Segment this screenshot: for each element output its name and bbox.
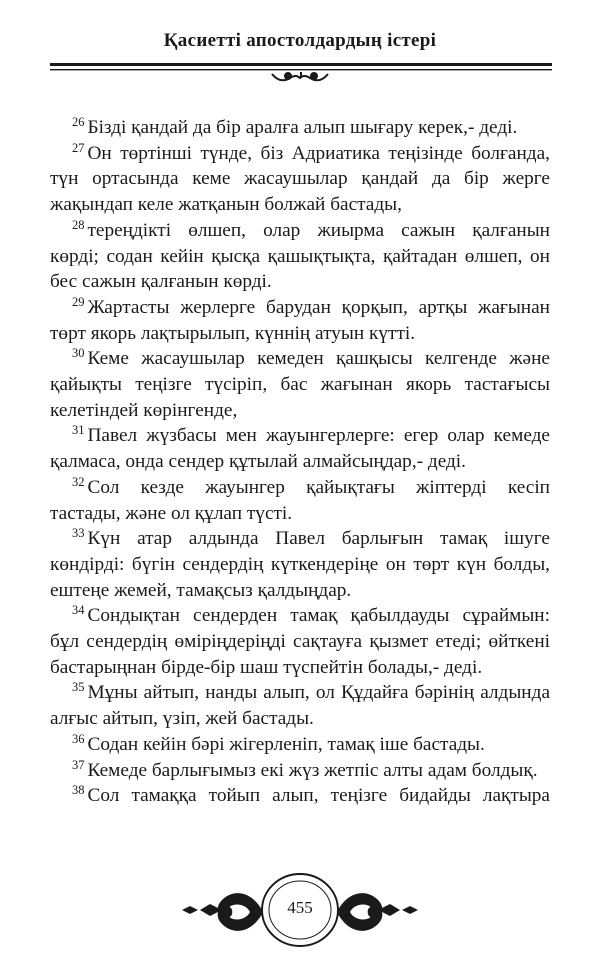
line-text: Сол кезде жауынгер қайықтағы жіптерді кесіп — [87, 476, 550, 498]
verse-number: 27 — [72, 140, 85, 155]
verse — [50, 141, 550, 218]
line-text: түн ортасында кеме жасаушылар қандай да бір жерге — [50, 168, 550, 190]
text-line — [50, 449, 550, 475]
line-text: Сондықтан сендерден тамақ қабылдауды сұраймын: — [87, 605, 550, 627]
text-line — [50, 141, 550, 167]
verse — [50, 783, 550, 809]
text-line — [50, 706, 550, 732]
line-text: Он төртінші түнде, біз Адриатика теңізінде болғанда, — [87, 142, 550, 164]
line-text: бес сажын қалғанын көрді. — [50, 271, 272, 293]
text-line — [50, 629, 550, 655]
page-number: 455 — [287, 898, 313, 917]
text-line — [50, 603, 550, 629]
running-title: Қасиетті апостолдардың істері — [163, 30, 437, 51]
text-line — [50, 578, 550, 604]
verse — [50, 603, 550, 680]
text-line — [50, 526, 550, 552]
line-text: алғыс айтып, үзіп, жей бастады. — [50, 708, 314, 730]
line-text: Күн атар алдында Павел барлығын тамақ ішуге — [87, 528, 550, 550]
verse — [50, 526, 550, 603]
line-text: төрт якорь лақтырылып, күннің атуын күтті. — [50, 322, 416, 344]
text-line — [50, 655, 550, 681]
line-text: жақындап келе жатқанын болжай бастады, — [50, 194, 402, 216]
verse — [50, 295, 550, 346]
verse-number: 26 — [72, 115, 85, 129]
line-text: бастарыңнан бірде-бір шаш түспейтін болады,- деді. — [50, 656, 483, 678]
verse-number: 34 — [72, 603, 85, 618]
verse — [50, 115, 550, 141]
verse-number: 32 — [72, 474, 85, 489]
line-text: ештеңе жемей, тамақсыз қалдыңдар. — [50, 579, 352, 601]
line-text: көрді; содан кейін қысқа қашықтықта, қайтадан өлшеп, он — [50, 245, 550, 267]
line-text: Содан кейін бәрі жігерленіп, тамақ іше бастады. — [87, 733, 485, 755]
header-rule-ornament — [50, 62, 552, 92]
text-line — [50, 398, 550, 424]
text-line — [50, 295, 550, 321]
text-line — [50, 192, 550, 218]
text-line — [50, 732, 550, 758]
text-line — [50, 501, 550, 527]
text-line — [50, 423, 550, 449]
line-text: Жартасты жерлерге барудан қорқып, артқы жағынан — [87, 296, 550, 318]
text-line — [50, 475, 550, 501]
verse-number: 38 — [72, 783, 85, 798]
verse-number: 28 — [72, 217, 85, 232]
verse-number: 35 — [72, 680, 85, 695]
flourish-icon — [272, 72, 328, 80]
line-text: тастады, және ол құлап түсті. — [50, 502, 293, 524]
verse — [50, 218, 550, 295]
verse — [50, 346, 550, 423]
line-text: Кемеде барлығымыз екі жүз жетпіс алты адам болдық. — [87, 759, 538, 781]
verse — [50, 680, 550, 731]
line-text: тереңдікті өлшеп, олар жиырма сажын қалғанын — [87, 219, 550, 241]
text-line — [50, 244, 550, 270]
line-text: Кеме жасаушылар кемеден қашқысы келгенде және — [87, 348, 550, 370]
line-text: Мұны айтып, нанды алып, ол Құдайға бәрінің алдында — [87, 682, 550, 704]
verse-number: 31 — [72, 423, 85, 438]
verse — [50, 732, 550, 758]
line-text: қайықты теңізге түсіріп, бас жағынан якорь тастағысы — [50, 374, 550, 396]
verse — [50, 758, 550, 784]
verse-number: 37 — [72, 757, 85, 772]
text-line — [50, 552, 550, 578]
verse-number: 30 — [72, 346, 85, 361]
text-line — [50, 783, 550, 809]
text-line — [50, 166, 550, 192]
verse-number: 29 — [72, 294, 85, 309]
line-text: келетіндей көрінгенде, — [50, 399, 238, 421]
text-line — [50, 269, 550, 295]
text-line — [50, 321, 550, 347]
line-text: Сол тамаққа тойып алып, теңізге бидайды лақтыра — [87, 785, 550, 807]
body-text — [50, 115, 550, 809]
text-line — [50, 115, 550, 141]
verse-number: 33 — [72, 526, 85, 541]
text-line — [50, 218, 550, 244]
verse — [50, 423, 550, 474]
line-text: бұл сендердің өміріңдеріңді сақтауға қызмет етеді; өйткені — [50, 631, 550, 653]
line-text: қалмаса, онда сендер құтылай алмайсыңдар,- деді. — [50, 451, 466, 473]
line-text: Павел жүзбасы мен жауынгерлерге: егер олар кемеде — [87, 425, 550, 447]
line-text: көндірді: бүгін сендердің күткендеріңе он төрт күн болды, — [50, 553, 550, 575]
line-text: Бізді қандай да бір аралға алып шығару керек,- деді. — [87, 117, 518, 138]
text-line — [50, 346, 550, 372]
text-line — [50, 680, 550, 706]
verse — [50, 475, 550, 526]
text-line — [50, 372, 550, 398]
verse-number: 36 — [72, 731, 85, 746]
text-line — [50, 758, 550, 784]
